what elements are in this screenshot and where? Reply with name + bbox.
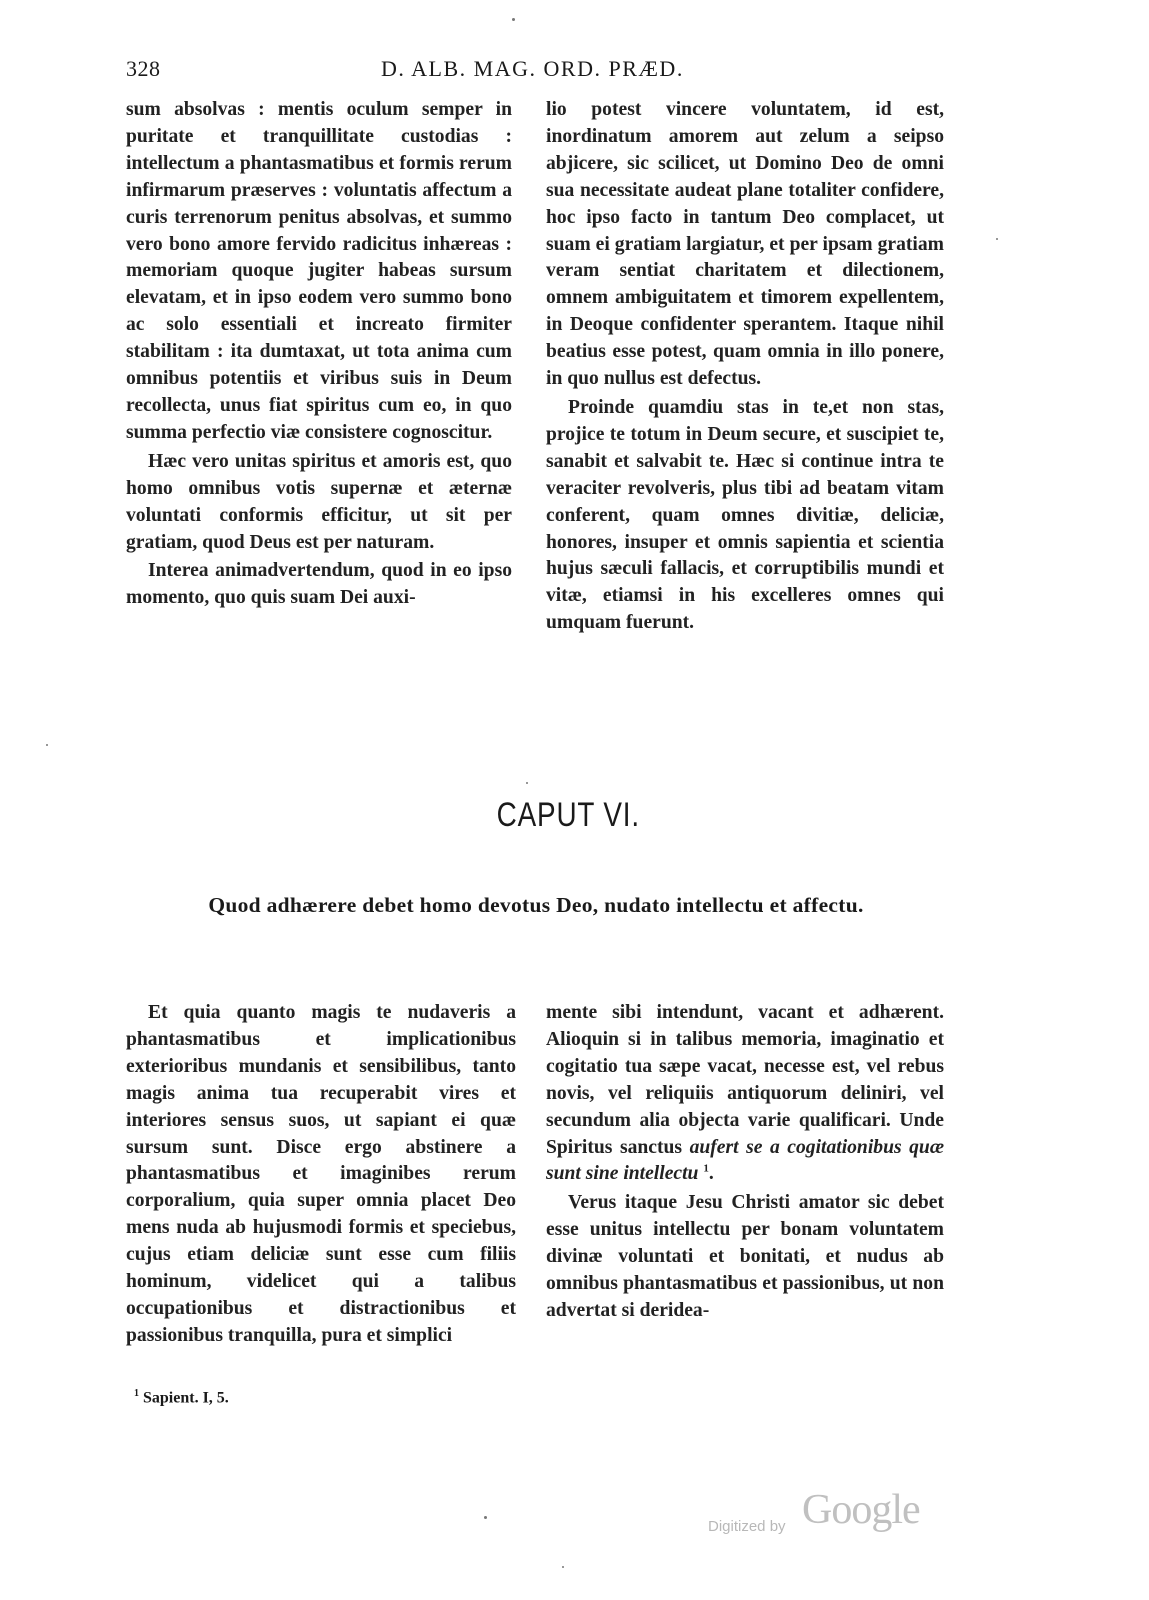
print-speck xyxy=(526,782,528,784)
footnote xyxy=(134,1388,229,1407)
page-number: 328 xyxy=(126,56,161,81)
paragraph: lio potest vincere voluntatem, id est, inordinatum amorem aut zelum a seipso abjicere, sic scilicet, ut Domino Deo de omni sua necessitate audeat plane totaliter confidere, hoc ipso facto in tantum Deo complacet, ut suam ei gratiam largiatur, et per ipsam gratiam veram sentiat charitatem et dilectionem, omnem ambiguitatem et timorem expellentem, in Deoque confidenter sperantem. Itaque nihil beatius esse potest, quam omnia in illo ponere, in quo nullus est defectus. xyxy=(546,99,944,390)
print-speck xyxy=(512,18,515,21)
footnote-mark: 1 xyxy=(134,1388,139,1399)
paragraph: Proinde quamdiu stas in te,et non stas, projice te totum in Deum secure, et suscipiet te, sanabit et salvabit te. Hæc si continue intra te veraciter revolveris, plus tibi ad beatam vitam conferent, quam omnes divitiæ, deliciæ, honores, insuper et omnis sapientia et scientia hujus sæculi fallacis, et corruptibilis mundi et vitæ, etiamsi in his excelleres omnes qui umquam fuerunt. xyxy=(546,396,944,634)
watermark-label: Digitized by xyxy=(708,1518,786,1535)
running-head xyxy=(126,56,946,86)
print-speck xyxy=(484,1516,487,1519)
print-speck xyxy=(562,1566,564,1568)
footnote-text: Sapient. I, 5. xyxy=(143,1389,229,1407)
bottom-right-column xyxy=(546,1000,944,1325)
top-left-column xyxy=(126,97,512,612)
paragraph: Et quia quanto magis te nudaveris a phantasmatibus et implicationibus exterioribus mundanis et sensibilibus, tanto magis anima tua recuperabit vires et interiores sensus suos, ut sapiant ei quæ sursum sunt. Disce ergo abstinere a phantasmatibus et imaginibes rerum corporalium, quia super omnia placet Deo mens nuda ab hujusmodi formis et speciebus, cujus etiam deliciæ sunt esse cum filiis hominum, videlicet qui a talibus occupationibus et distractionibus et passionibus tranquilla, pura et simplici xyxy=(126,1002,516,1346)
running-title: D. ALB. MAG. ORD. PRÆD. xyxy=(381,56,684,81)
footnote-reference: 1 xyxy=(703,1162,709,1175)
print-speck xyxy=(46,744,48,746)
paragraph: Verus itaque Jesu Christi amator sic debet esse unitus intellectu per bonam voluntatem divinæ voluntati et bonitati, et nudus ab omnibus phantasmatibus et passionibus, ut non advertat si deridea- xyxy=(546,1192,944,1321)
paragraph xyxy=(546,1000,944,1188)
chapter-subtitle: Quod adhærere debet homo devotus Deo, nudato intellectu et affectu. xyxy=(208,893,864,917)
digitized-watermark xyxy=(708,1478,948,1538)
paragraph: Interea animadvertendum, quod in eo ipso momento, quo quis suam Dei auxi- xyxy=(126,560,512,609)
chapter-heading: CAPUT VI. xyxy=(496,796,640,834)
print-speck xyxy=(996,238,998,240)
watermark-logo: Google xyxy=(802,1487,920,1533)
bottom-left-column xyxy=(126,1000,516,1350)
paragraph-text: mente sibi intendunt, vacant et adhærent. Alioquin si in talibus memoria, imaginatio et cogitatio tua sæpe vacat, necesse est, vel rebus novis, vel reliquiis antiquorum deliniri, vel secundum alia objecta varie qualificari. Unde Spiritus sanctus xyxy=(546,1002,944,1158)
paragraph: sum absolvas : mentis oculum semper in puritate et tranquillitate custodias : intellectum a phantasmatibus et formis rerum infirmarum præserves : voluntatis affectum a curis terrenorum penitus absolvas, et summo vero bono amore fervido radicitus inhæreas : memoriam quoque jugiter habeas sursum elevatam, et in ipso eodem vero summo bono ac solo essentiali et increato firmiter stabilitam : ita dumtaxat, ut tota anima cum omnibus potentiis et viribus suis in Deum recollecta, unus fiat spiritus cum eo, in quo summa perfectio viæ consistere cognoscitur. xyxy=(126,99,512,443)
scripture-quote: aufert se a cogitationibus quæ sunt sine intellectu xyxy=(546,1136,944,1185)
top-right-column xyxy=(546,97,944,637)
paragraph-text: . xyxy=(708,1163,714,1185)
paragraph: Hæc vero unitas spiritus et amoris est, quo homo omnibus votis supernæ et æternæ voluntati conformis efficitur, ut sit per gratiam, quod Deus est per naturam. xyxy=(126,450,512,553)
